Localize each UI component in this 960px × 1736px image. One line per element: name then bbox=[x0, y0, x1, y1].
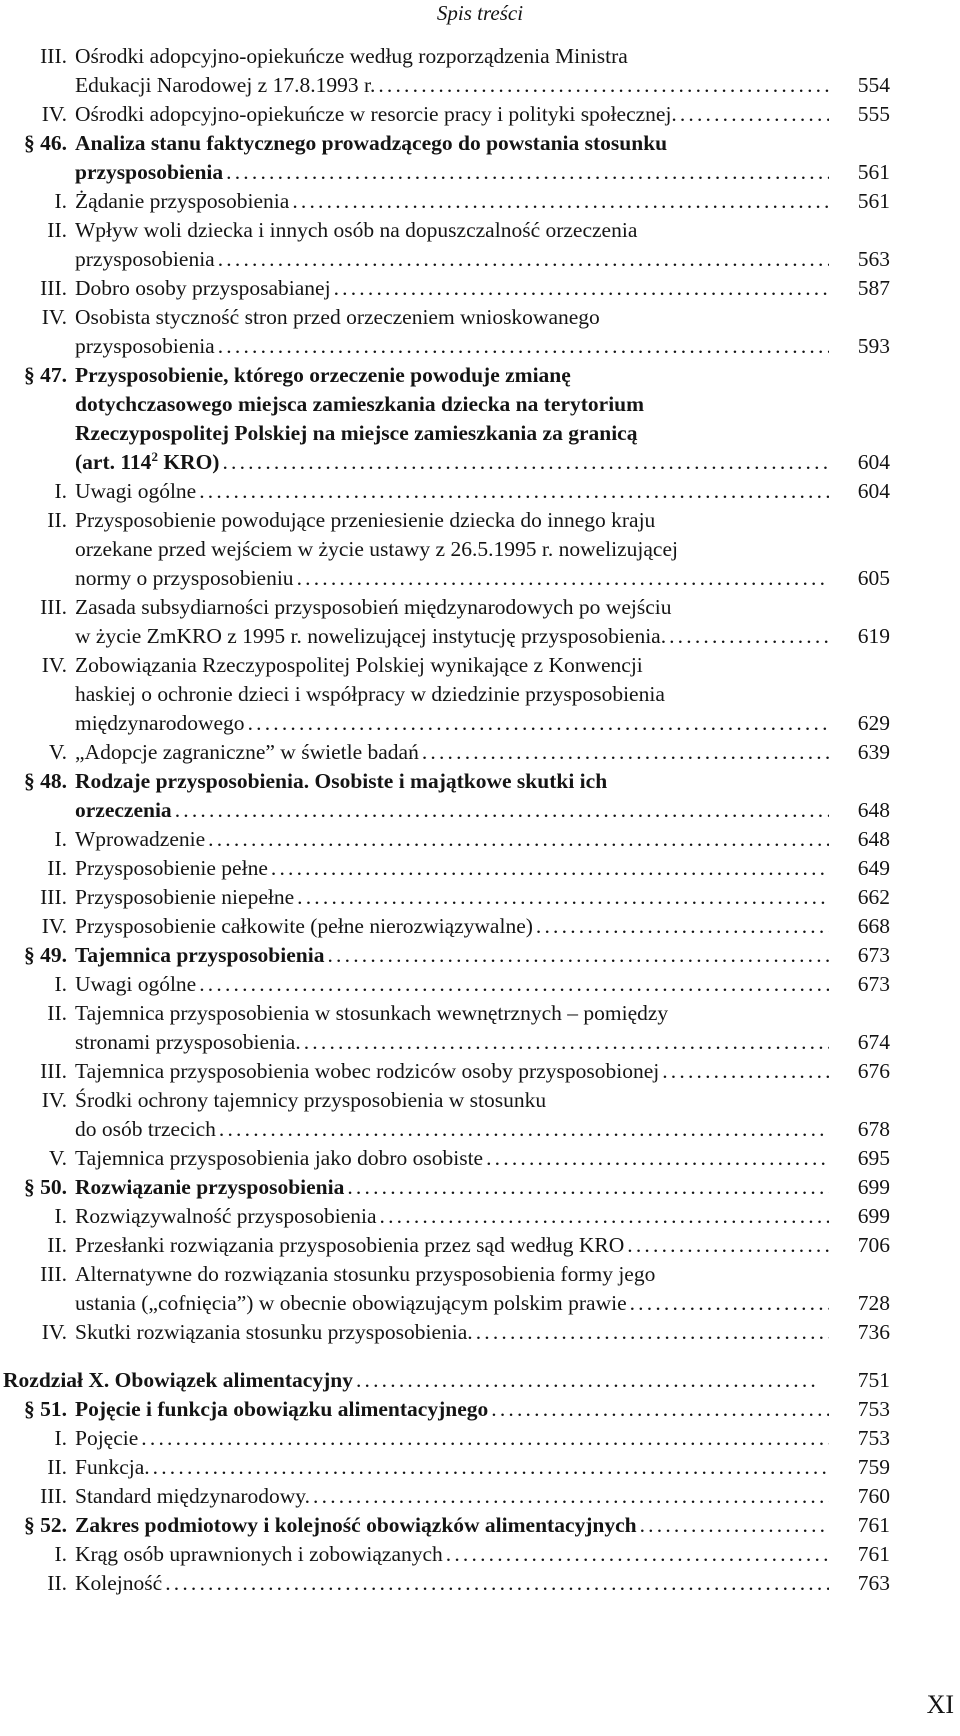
toc-title-line: międzynarodowego bbox=[75, 711, 245, 735]
dot-leader bbox=[271, 854, 829, 883]
toc-subsection-entry[interactable] bbox=[0, 1540, 960, 1569]
toc-title-line: Ośrodki adopcyjno-opiekuńcze w resorcie pracy i polityki społecznej. bbox=[75, 102, 677, 126]
toc-subsection-entry[interactable] bbox=[0, 970, 960, 999]
toc-entry-number: § 49. bbox=[24, 943, 67, 967]
toc-entry-number: IV. bbox=[41, 1088, 67, 1112]
toc-page-ref: 649 bbox=[857, 856, 890, 880]
toc-title-line: Kolejność bbox=[75, 1571, 163, 1595]
toc-subsection-entry[interactable] bbox=[0, 1482, 960, 1511]
toc-subsection-entry[interactable] bbox=[0, 825, 960, 854]
toc-title-line: Żądanie przysposobienia bbox=[75, 189, 290, 213]
dot-leader bbox=[292, 187, 829, 216]
dot-leader bbox=[248, 709, 829, 738]
toc-page-ref: 662 bbox=[857, 885, 890, 909]
toc-title-line: orzekane przed wejściem w życie ustawy z 26.5.1995 r. nowelizującej bbox=[75, 537, 678, 561]
dot-leader bbox=[680, 100, 829, 129]
toc-page-ref: 639 bbox=[857, 740, 890, 764]
toc-title-line: Uwagi ogólne bbox=[75, 972, 197, 996]
toc-page-ref: 759 bbox=[857, 1455, 890, 1479]
superscript: 2 bbox=[151, 449, 158, 464]
dot-leader bbox=[199, 970, 829, 999]
toc-subsection-entry[interactable] bbox=[0, 738, 960, 767]
toc-page-ref: 674 bbox=[857, 1030, 890, 1054]
toc-subsection-entry[interactable] bbox=[0, 1260, 960, 1318]
toc-title-line: Rodzaje przysposobienia. Osobiste i majątkowe skutki ich bbox=[75, 769, 608, 793]
toc-entry-number: § 46. bbox=[24, 131, 67, 155]
toc-entry-number: § 47. bbox=[24, 363, 67, 387]
toc-entry-number: V. bbox=[48, 1146, 67, 1170]
toc-page-ref: 728 bbox=[857, 1291, 890, 1315]
dot-leader bbox=[536, 912, 829, 941]
toc-title-line: Przysposobienie całkowite (pełne nierozwiązywalne) bbox=[75, 914, 533, 938]
toc-page-ref: 761 bbox=[857, 1513, 890, 1537]
toc-subsection-entry[interactable] bbox=[0, 100, 960, 129]
toc-section-entry[interactable] bbox=[0, 1395, 960, 1424]
toc-title-line: Zasada subsydiarności przysposobień międzynarodowych po wejściu bbox=[75, 595, 672, 619]
dot-leader bbox=[219, 1115, 829, 1144]
toc-title-line: przysposobienia bbox=[75, 247, 215, 271]
toc-title-line: Wprowadzenie bbox=[75, 827, 206, 851]
toc-title-line: Ośrodki adopcyjno-opiekuńcze według rozporządzenia Ministra bbox=[75, 44, 628, 68]
toc-title-line: Edukacji Narodowej z 17.8.1993 r. bbox=[75, 73, 376, 97]
toc-page-ref: 751 bbox=[857, 1368, 890, 1392]
toc-title-line: w życie ZmKRO z 1995 r. nowelizującej instytucję przysposobienia. bbox=[75, 624, 667, 648]
toc-entry-number: I. bbox=[54, 479, 67, 503]
toc-title-line: dotychczasowego miejsca zamieszkania dziecka na terytorium bbox=[75, 392, 645, 416]
toc-chapter-entry[interactable] bbox=[0, 1366, 960, 1395]
toc-page-ref: 673 bbox=[857, 943, 890, 967]
toc-title-line: Rzeczypospolitej Polskiej na miejsce zamieszkania za granicą bbox=[75, 421, 638, 445]
toc-page-ref: 736 bbox=[857, 1320, 890, 1344]
dot-leader bbox=[199, 477, 829, 506]
toc-subsection-entry[interactable] bbox=[0, 854, 960, 883]
toc-page-ref: 678 bbox=[857, 1117, 890, 1141]
toc-title-line: Krąg osób uprawnionych i zobowiązanych bbox=[75, 1542, 443, 1566]
toc-subsection-entry[interactable] bbox=[0, 187, 960, 216]
toc-entry-number: IV. bbox=[41, 653, 67, 677]
toc-title-line: Tajemnica przysposobienia wobec rodziców osoby przysposobionej bbox=[75, 1059, 660, 1083]
toc-title-line: (art. 114 bbox=[75, 450, 152, 474]
toc-subsection-entry[interactable] bbox=[0, 1202, 960, 1231]
toc-page-ref: 554 bbox=[857, 73, 890, 97]
toc-entry-number: II. bbox=[47, 218, 67, 242]
toc-title-line: Zobowiązania Rzeczypospolitej Polskiej wynikające z Konwencji bbox=[75, 653, 643, 677]
dot-leader bbox=[175, 796, 829, 825]
toc-title-line: stronami przysposobienia. bbox=[75, 1030, 301, 1054]
toc-page-ref: 760 bbox=[857, 1484, 890, 1508]
toc-entry-number: IV. bbox=[41, 1320, 67, 1344]
toc-page-ref: 587 bbox=[857, 276, 890, 300]
toc-title-line: Alternatywne do rozwiązania stosunku przysposobienia formy jego bbox=[75, 1262, 656, 1286]
toc-subsection-entry[interactable] bbox=[0, 477, 960, 506]
toc-page-ref: 676 bbox=[857, 1059, 890, 1083]
toc-title-line: Przysposobienie, którego orzeczenie powoduje zmianę bbox=[75, 363, 571, 387]
toc-page-ref: 605 bbox=[857, 566, 890, 590]
dot-leader bbox=[208, 825, 829, 854]
dot-leader bbox=[669, 622, 829, 651]
toc-entry-number: I. bbox=[54, 189, 67, 213]
toc-subsection-entry[interactable] bbox=[0, 651, 960, 738]
toc-entry-number: I. bbox=[54, 1426, 67, 1450]
toc-subsection-entry[interactable] bbox=[0, 1318, 960, 1347]
toc-page-ref: 561 bbox=[857, 160, 890, 184]
dot-leader bbox=[630, 1289, 829, 1318]
toc-subsection-entry[interactable] bbox=[0, 1144, 960, 1173]
dot-leader bbox=[378, 71, 829, 100]
dot-leader bbox=[476, 1318, 829, 1347]
toc-page-ref: 648 bbox=[857, 827, 890, 851]
toc-title-line: normy o przysposobieniu bbox=[75, 566, 294, 590]
toc-title-line: Przesłanki rozwiązania przysposobienia przez sąd według KRO bbox=[75, 1233, 625, 1257]
toc-title-line: Osobista styczność stron przed orzeczeniem wnioskowanego bbox=[75, 305, 600, 329]
toc-section-entry[interactable] bbox=[0, 941, 960, 970]
dot-leader bbox=[662, 1057, 829, 1086]
toc-title-line: przysposobienia bbox=[75, 334, 215, 358]
dot-leader bbox=[218, 332, 829, 361]
dot-leader bbox=[347, 1173, 829, 1202]
toc-entry-number: IV. bbox=[41, 102, 67, 126]
toc-title-line: Zakres podmiotowy i kolejność obowiązków alimentacyjnych bbox=[75, 1513, 637, 1537]
toc-page-ref: 753 bbox=[857, 1397, 890, 1421]
toc-subsection-entry[interactable] bbox=[0, 912, 960, 941]
toc-section-entry[interactable] bbox=[0, 1511, 960, 1540]
toc-title-line: Przysposobienie niepełne bbox=[75, 885, 295, 909]
toc-section-entry[interactable] bbox=[0, 361, 960, 477]
page-number: XI bbox=[926, 1690, 954, 1719]
toc-entry-number: § 52. bbox=[24, 1513, 67, 1537]
toc-page-ref: 593 bbox=[857, 334, 890, 358]
toc-page-ref: 761 bbox=[857, 1542, 890, 1566]
toc-title-line: Tajemnica przysposobienia w stosunkach wewnętrznych – pomiędzy bbox=[75, 1001, 669, 1025]
toc-entry-number: V. bbox=[48, 740, 67, 764]
toc-title-line: Pojęcie bbox=[75, 1426, 139, 1450]
toc-subsection-entry[interactable] bbox=[0, 303, 960, 361]
toc-title-line: haskiej o ochronie dzieci i współpracy w dziedzinie przysposobienia bbox=[75, 682, 665, 706]
toc-subsection-entry[interactable] bbox=[0, 883, 960, 912]
toc-entry-number: § 51. bbox=[24, 1397, 67, 1421]
toc-title-line: Funkcja. bbox=[75, 1455, 150, 1479]
toc-subsection-entry[interactable] bbox=[0, 1424, 960, 1453]
dot-leader bbox=[297, 883, 829, 912]
toc-entry-number: II. bbox=[47, 508, 67, 532]
toc-entry-number: II. bbox=[47, 856, 67, 880]
toc-entry-number: III. bbox=[40, 276, 67, 300]
toc-title-line: Przysposobienie pełne bbox=[75, 856, 268, 880]
dot-leader bbox=[313, 1482, 829, 1511]
toc-section-entry[interactable] bbox=[0, 1173, 960, 1202]
toc-page-ref: 668 bbox=[857, 914, 890, 938]
dot-leader bbox=[226, 158, 829, 187]
toc-entry-number: III. bbox=[40, 1262, 67, 1286]
toc-entry-number: I. bbox=[54, 1204, 67, 1228]
dot-leader bbox=[153, 1453, 829, 1482]
toc-page-ref: 763 bbox=[857, 1571, 890, 1595]
toc-entry-number: I. bbox=[54, 972, 67, 996]
toc-title-line: orzeczenia bbox=[75, 798, 172, 822]
toc-page-ref: 604 bbox=[857, 450, 890, 474]
dot-leader bbox=[141, 1424, 829, 1453]
toc-title-line: Standard międzynarodowy. bbox=[75, 1484, 311, 1508]
toc-page-ref: 699 bbox=[857, 1204, 890, 1228]
toc-title-line: Rozwiązywalność przysposobienia bbox=[75, 1204, 377, 1228]
dot-leader bbox=[486, 1144, 829, 1173]
toc-page-ref: 695 bbox=[857, 1146, 890, 1170]
toc-entry-number: I. bbox=[54, 827, 67, 851]
toc-subsection-entry[interactable] bbox=[0, 593, 960, 651]
toc-page-ref: 648 bbox=[857, 798, 890, 822]
dot-leader bbox=[422, 738, 829, 767]
dot-leader bbox=[380, 1202, 829, 1231]
dot-leader bbox=[218, 245, 829, 274]
toc-title-line: Przysposobienie powodujące przeniesienie dziecka do innego kraju bbox=[75, 508, 656, 532]
toc-subsection-entry[interactable] bbox=[0, 42, 960, 100]
dot-leader bbox=[356, 1366, 815, 1395]
toc-page-ref: 563 bbox=[857, 247, 890, 271]
toc-page-ref: 629 bbox=[857, 711, 890, 735]
toc-entry-number: II. bbox=[47, 1455, 67, 1479]
toc-subsection-entry[interactable] bbox=[0, 506, 960, 593]
toc-entry-number: § 48. bbox=[24, 769, 67, 793]
toc-title-line: Wpływ woli dziecka i innych osób na dopuszczalność orzeczenia bbox=[75, 218, 638, 242]
dot-leader bbox=[222, 448, 829, 477]
toc-title-line: Rozwiązanie przysposobienia bbox=[75, 1175, 345, 1199]
toc-subsection-entry[interactable] bbox=[0, 1453, 960, 1482]
dot-leader bbox=[627, 1231, 829, 1260]
toc-entry-number: I. bbox=[54, 1542, 67, 1566]
toc-title-line: Tajemnica przysposobienia bbox=[75, 943, 325, 967]
toc-subsection-entry[interactable] bbox=[0, 274, 960, 303]
toc-entry-number: II. bbox=[47, 1233, 67, 1257]
toc-entry-number: III. bbox=[40, 595, 67, 619]
toc-page-ref: 555 bbox=[857, 102, 890, 126]
toc-title-line: ustania („cofnięcia”) w obecnie obowiązującym polskim prawie bbox=[75, 1291, 627, 1315]
dot-leader bbox=[327, 941, 829, 970]
toc-title-tail: KRO) bbox=[157, 450, 220, 474]
toc-subsection-entry[interactable] bbox=[0, 1057, 960, 1086]
toc-title-line: Dobro osoby przysposabianej bbox=[75, 276, 331, 300]
toc-page-ref: 753 bbox=[857, 1426, 890, 1450]
running-header: Spis treści bbox=[436, 1, 524, 25]
toc-entry-number: II. bbox=[47, 1571, 67, 1595]
dot-leader bbox=[334, 274, 829, 303]
dot-leader bbox=[640, 1511, 829, 1540]
toc-page-ref: 619 bbox=[857, 624, 890, 648]
toc-title-line: „Adopcje zagraniczne” w świetle badań bbox=[75, 740, 419, 764]
toc-page-ref: 673 bbox=[857, 972, 890, 996]
toc-entry-number: III. bbox=[40, 885, 67, 909]
toc-subsection-entry[interactable] bbox=[0, 1086, 960, 1144]
toc-title-line: przysposobienia bbox=[75, 160, 224, 184]
toc-title-line: Analiza stanu faktycznego prowadzącego do powstania stosunku bbox=[75, 131, 668, 155]
dot-leader bbox=[297, 564, 829, 593]
toc-page-ref: 561 bbox=[857, 189, 890, 213]
toc-title-line: Uwagi ogólne bbox=[75, 479, 197, 503]
toc-entry-number: III. bbox=[40, 44, 67, 68]
toc-section-entry[interactable] bbox=[0, 129, 960, 187]
dot-leader bbox=[304, 1028, 829, 1057]
toc-entry-number: III. bbox=[40, 1059, 67, 1083]
toc-title-line: do osób trzecich bbox=[75, 1117, 216, 1141]
toc-subsection-entry[interactable] bbox=[0, 1569, 960, 1598]
toc-subsection-entry[interactable] bbox=[0, 1231, 960, 1260]
toc-entry-number: § 50. bbox=[24, 1175, 67, 1199]
dot-leader bbox=[165, 1569, 829, 1598]
dot-leader bbox=[491, 1395, 829, 1424]
toc-entry-number: II. bbox=[47, 1001, 67, 1025]
toc-title-line: Tajemnica przysposobienia jako dobro osobiste bbox=[75, 1146, 484, 1170]
toc-subsection-entry[interactable] bbox=[0, 999, 960, 1057]
toc-title-line: Skutki rozwiązania stosunku przysposobienia. bbox=[75, 1320, 473, 1344]
toc-page-ref: 706 bbox=[857, 1233, 890, 1257]
toc-page-ref: 699 bbox=[857, 1175, 890, 1199]
toc-entry-number: III. bbox=[40, 1484, 67, 1508]
toc-title-line: Środki ochrony tajemnicy przysposobienia w stosunku bbox=[75, 1088, 547, 1112]
toc-title-line: Pojęcie i funkcja obowiązku alimentacyjnego bbox=[75, 1397, 489, 1421]
dot-leader bbox=[446, 1540, 829, 1569]
toc-entry-number: IV. bbox=[41, 914, 67, 938]
toc-page-ref: 604 bbox=[857, 479, 890, 503]
toc-section-entry[interactable] bbox=[0, 767, 960, 825]
toc-subsection-entry[interactable] bbox=[0, 216, 960, 274]
toc-entry-number: IV. bbox=[41, 305, 67, 329]
toc-chapter-title: Rozdział X. Obowiązek alimentacyjny bbox=[3, 1368, 353, 1392]
